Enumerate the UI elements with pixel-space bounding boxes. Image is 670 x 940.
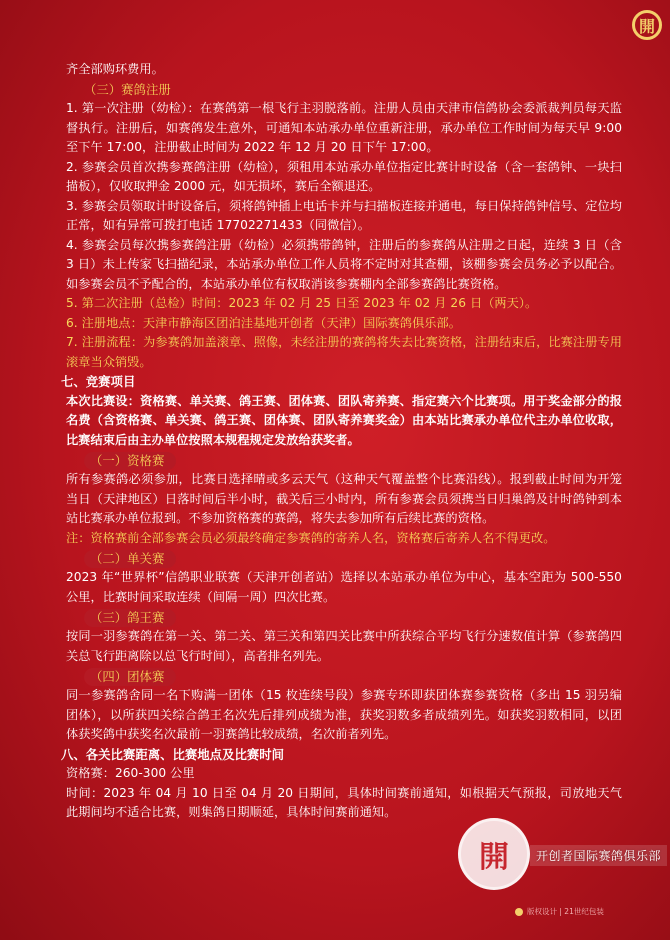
paragraph: 5. 第二次注册（总检）时间：2023 年 02 月 25 日至 2023 年 02 月 26 日（两天）。	[66, 296, 538, 310]
footer-credit-text: 版权设计 | 21世纪包装	[527, 907, 604, 916]
section-tag: （三）鸽王赛	[84, 609, 176, 627]
section-tag: （一）资格赛	[84, 452, 176, 470]
paragraph: 1. 第一次注册（幼检）：在赛鸽第一根飞行主羽脱落前。注册人员由天津市信鸽协会委派裁判员每天监督执行。注册后，如赛鸽发生意外，可通知本站承办单位重新注册，承办单位工作时间为每天早 9:00 至下午 17:00，注册截止时间为 2022 年 12 月 20 日下午 17:00。	[66, 101, 622, 154]
paragraph: 按同一羽参赛鸽在第一关、第二关、第三关和第四关比赛中所获综合平均飞行分速数值计算（参赛鸽四关总飞行距离除以总飞行时间），高者排名列先。	[66, 629, 622, 663]
paragraph: 注：资格赛前全部参赛会员必须最终确定参赛鸽的寄养人名，资格赛后寄养人名不得更改。	[66, 530, 556, 545]
document-body	[61, 60, 622, 823]
club-name: 开创者国际赛鸽俱乐部	[530, 845, 667, 866]
paragraph: 6. 注册地点：天津市静海区团泊洼基地开创者（天津）国际赛鸽俱乐部。	[66, 315, 462, 330]
paragraph: 时间：2023 年 04 月 10 日至 04 月 20 日期间，具体时间赛前通知，如根据天气预报，司放地天气此期间均不适合比赛，则集鸽日期顺延，具体时间赛前通知。	[66, 785, 622, 819]
section-tag: （二）单关赛	[84, 550, 176, 568]
paragraph: 2023 年“世界杯”信鸽职业联赛（天津开创者站）选择以本站承办单位为中心，基本空距为 500-550 公里，比赛时间采取连续（间隔一周）四次比赛。	[66, 570, 622, 604]
paragraph: 2. 参赛会员首次携参赛鸽注册（幼检），须租用本站承办单位指定比赛计时设备（含一套鸽钟、一块扫描板），仅收取押金 2000 元，如无损坏，赛后全额退还。	[66, 159, 622, 193]
paragraph: 所有参赛鸽必须参加，比赛日选择晴或多云天气（这种天气覆盖整个比赛沿线）。报到截止时间为开笼当日（天津地区）日落时间后半小时，截关后三小时内，所有参赛会员须携当日归巢鸽及计时鸽钟到本站比赛承办单位报到。不参加资格赛的赛鸽，将失去参加所有后续比赛的资格。	[66, 472, 622, 525]
paragraph: 同一参赛鸽舍同一名下购满一团体（15 枚连续号段）参赛专环即获团体赛参赛资格（多出 15 羽另编团体），以所获四关综合鸽王名次先后排列成绩为准，获奖羽数多者成绩列先。如获奖羽数相同，以团体获奖鸽中获奖名次最前一羽赛鸽比较成绩，名次前者列先。	[66, 688, 622, 741]
paragraph: 3. 参赛会员领取计时设备后，须将鸽钟插上电话卡并与扫描板连接并通电，每日保持鸽钟信号、定位均正常，如有异常可拨打电话 17702271433（同微信）。	[66, 198, 622, 232]
section-heading: 八、各关比赛距离、比赛地点及比赛时间	[61, 746, 285, 762]
section-tag: （四）团体赛	[84, 668, 176, 686]
section-heading: 七、竞赛项目	[61, 374, 136, 389]
paragraph: 资格赛：260-300 公里	[66, 766, 195, 780]
corner-logo-icon: 開	[632, 10, 662, 40]
paragraph: 4. 参赛会员每次携参赛鸽注册（幼检）必须携带鸽钟，注册后的参赛鸽从注册之日起，连续 3 日（含 3 日）未上传家飞扫描纪录，本站承办单位工作人员将不定时对其查棚，该棚参赛会员务必予以配合。如参赛会员不予配合的，本站承办单位有权取消该参赛棚内全部参赛鸽比赛资格。	[66, 237, 622, 291]
paragraph: 本次比赛设：资格赛、单关赛、鸽王赛、团体赛、团队寄养赛、指定赛六个比赛项。用于奖金部分的报名费（含资格赛、单关赛、鸽王赛、团体赛、团队寄养赛奖金）由本站比赛承办单位代主办单位收取，比赛结束后由主办单位按照本规程规定发放给获奖者。	[66, 393, 622, 447]
paragraph: 齐全部购环费用。	[66, 62, 164, 76]
subsection-heading: （三）赛鸽注册	[84, 81, 171, 97]
club-logo-icon: 開	[458, 818, 530, 890]
footer-credit	[515, 906, 604, 917]
footer-dot-icon	[515, 908, 523, 916]
paragraph: 7. 注册流程：为参赛鸽加盖滚章、照像，未经注册的赛鸽将失去比赛资格，注册结束后，比赛注册专用滚章当众销毁。	[66, 335, 622, 369]
